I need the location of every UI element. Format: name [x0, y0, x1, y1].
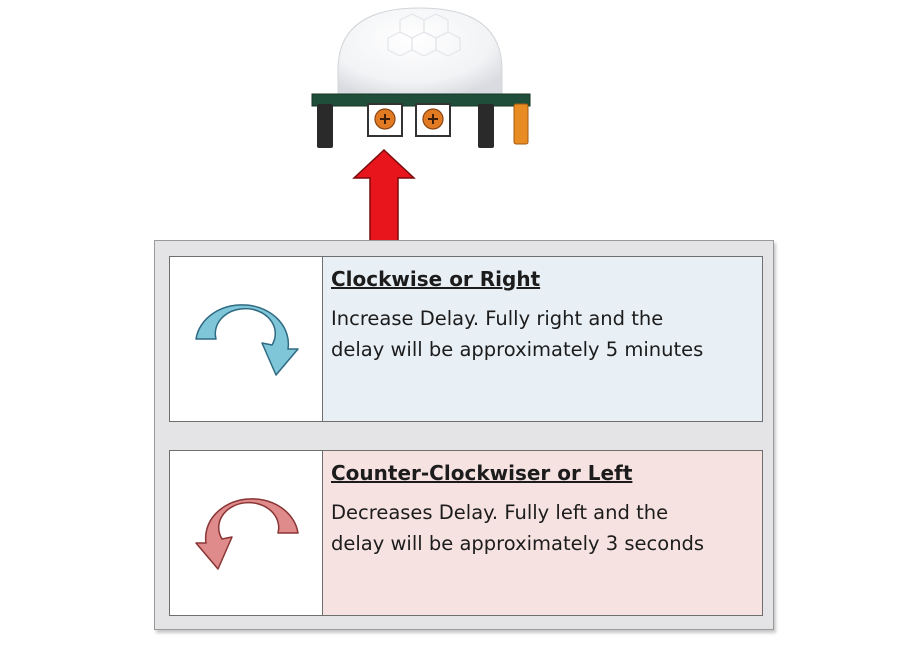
counter-clockwise-description: Decreases Delay. Fully left and the delay will be approximately 3 seconds	[331, 501, 705, 555]
counter-clockwise-icon-cell	[170, 451, 323, 615]
clockwise-arrow-icon	[186, 279, 306, 389]
clockwise-description: Increase Delay. Fully right and the delay will be approximately 5 minutes	[331, 307, 704, 361]
clockwise-text-cell	[323, 257, 762, 421]
clockwise-row	[169, 256, 763, 422]
counter-clockwise-title: Counter-Clockwiser or Left	[331, 461, 633, 485]
counter-clockwise-row	[169, 450, 763, 616]
fresnel-dome	[338, 8, 502, 96]
counter-clockwise-text-cell	[323, 451, 762, 615]
delay-adjustment-panel	[154, 240, 774, 630]
pir-sensor-illustration	[300, 0, 540, 160]
pin-header-left	[317, 104, 333, 148]
pointer-arrow-icon	[350, 148, 418, 244]
counter-clockwise-arrow-icon	[186, 473, 306, 583]
clockwise-icon-cell	[170, 257, 323, 421]
pin-header-right	[478, 104, 494, 148]
clockwise-title: Clockwise or Right	[331, 267, 541, 291]
jumper	[514, 104, 528, 144]
